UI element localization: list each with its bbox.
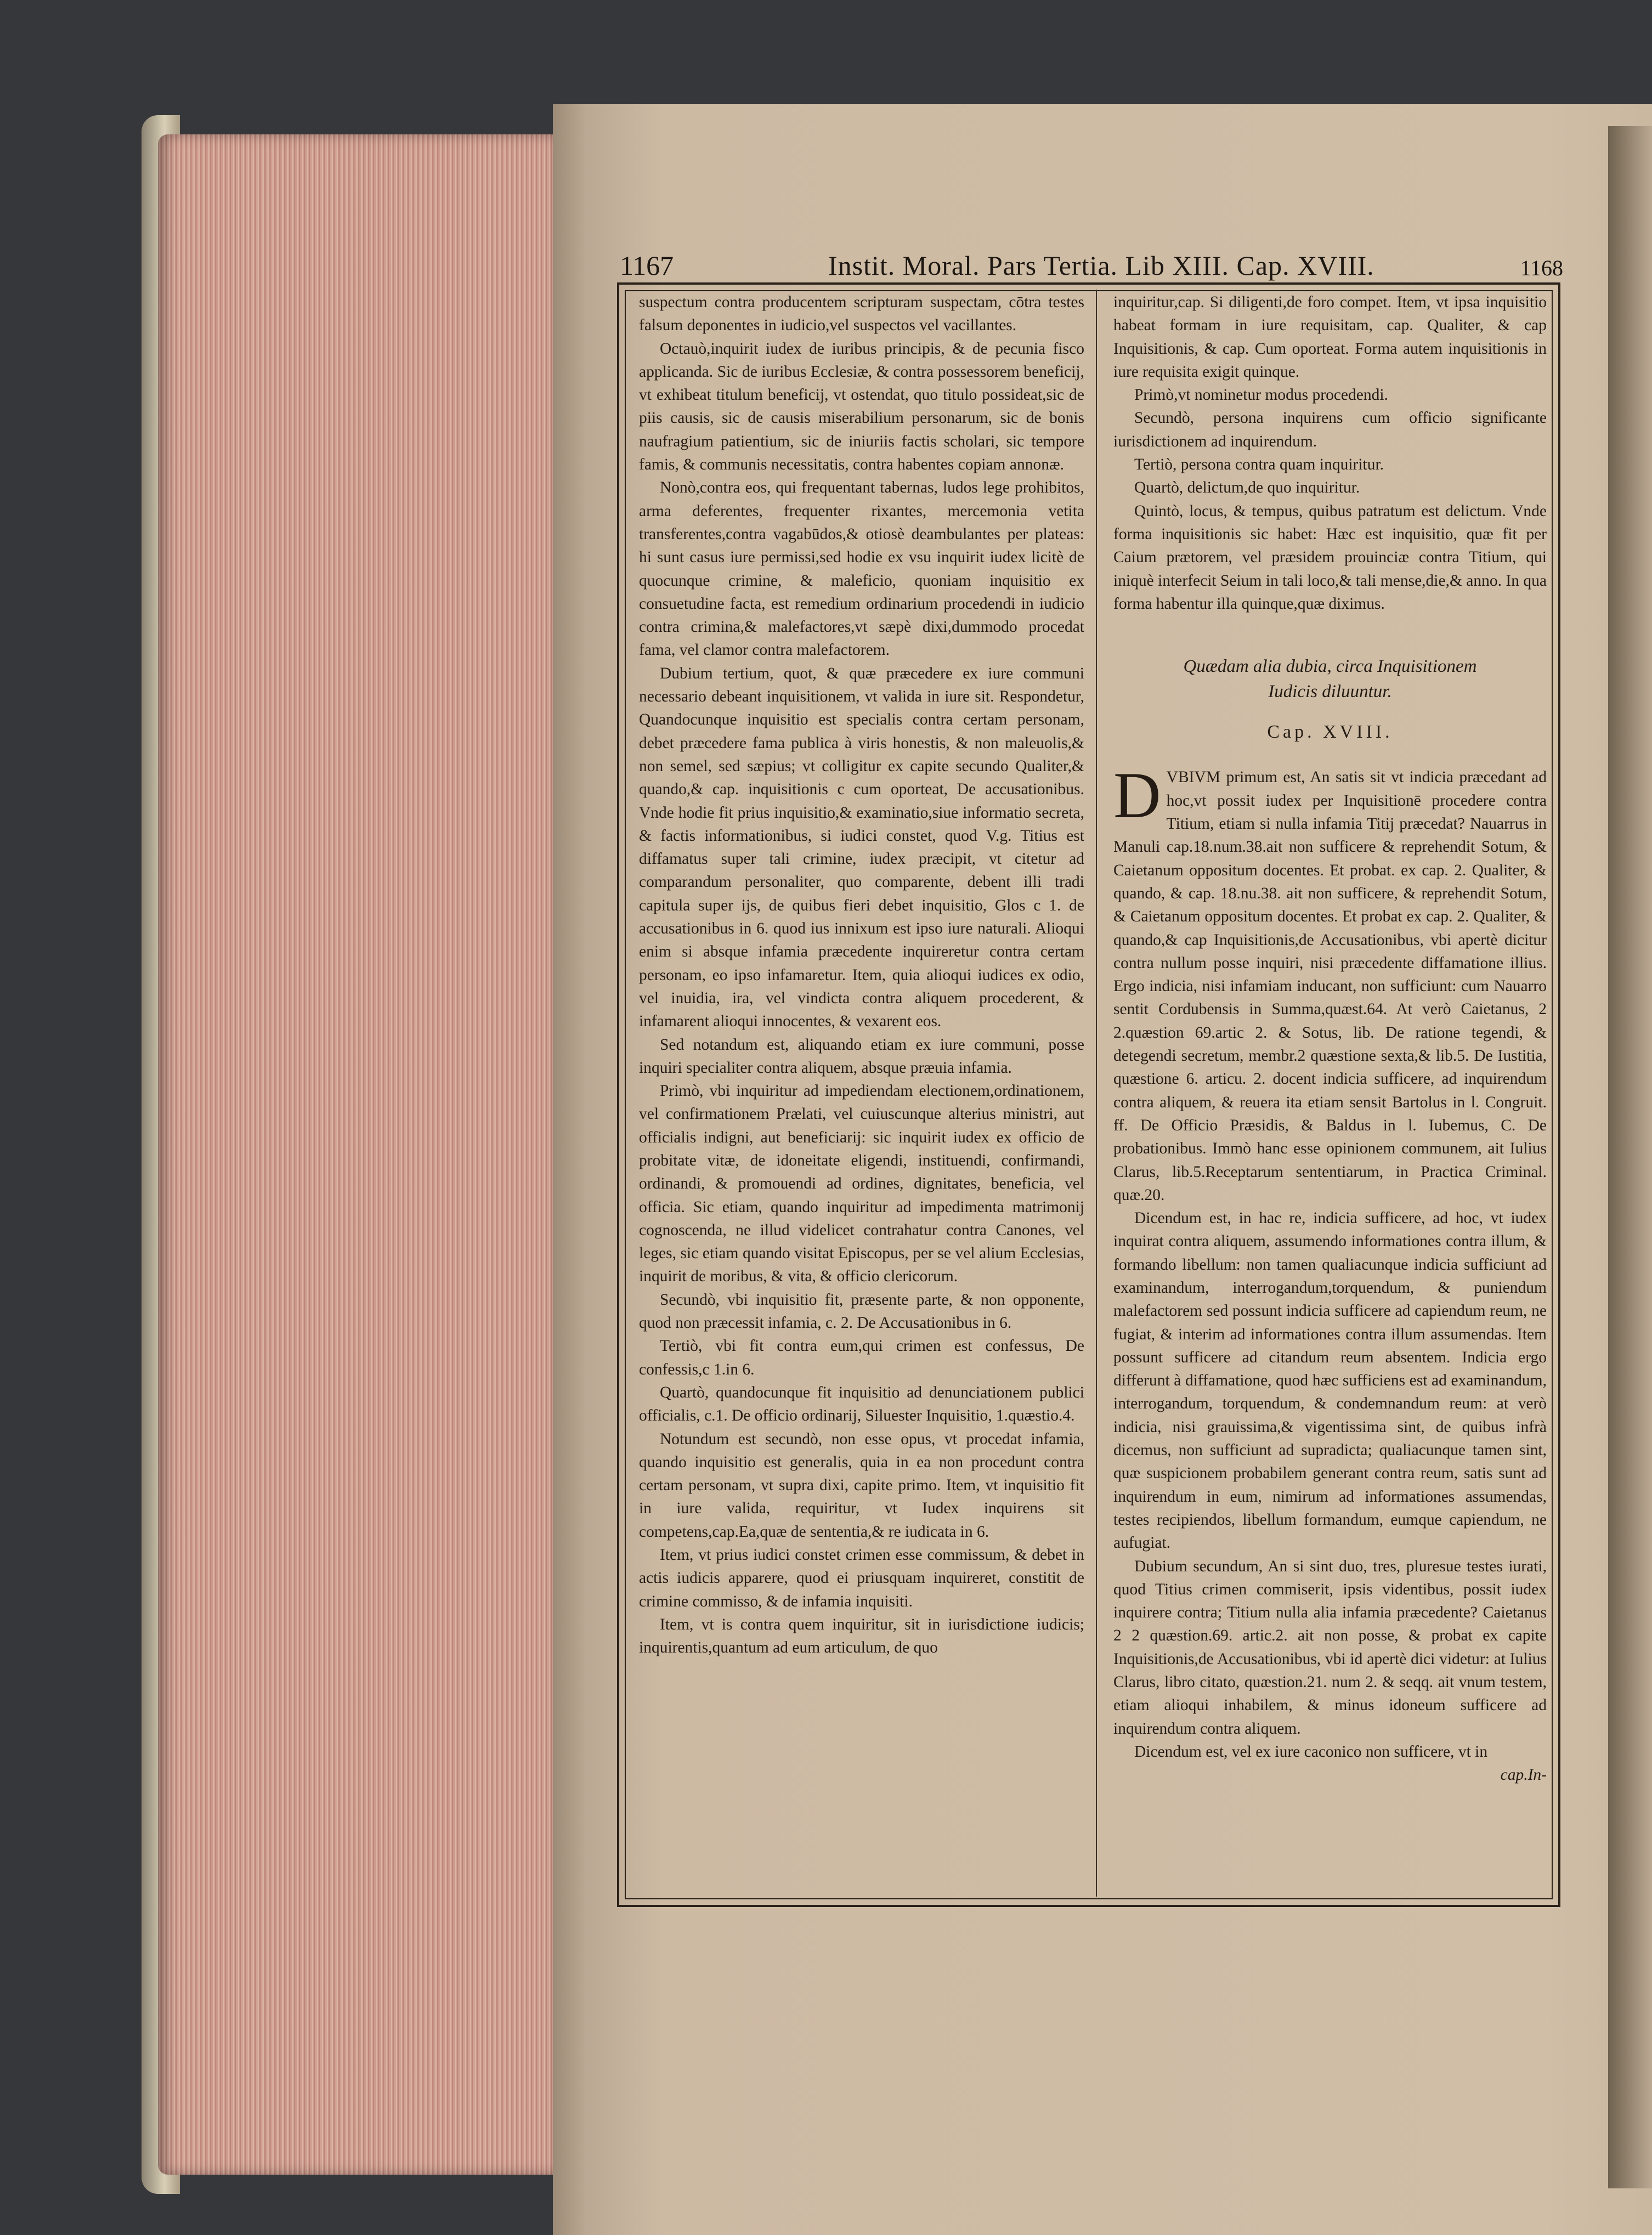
paragraph: Quintò, locus, & tempus, quibus patratum est delictum. Vnde forma inquisitionis sic habet: Hæc est inquisitio, quæ fit per Caium prætorem, vel præsidem prouinciæ contra Titium, qui iniquè interfecit Seium in tali loco,& tali mense,die,& anno. In qua forma habentur illa quinque,quæ diximus. (1113, 502, 1547, 613)
paragraph-with-dropcap (1113, 759, 1547, 1207)
paragraph: Tertiò, persona contra quam inquiritur. (1134, 456, 1384, 474)
paragraph: Primò, vbi inquiritur ad impediendam electionem,ordinationem, vel confirmationem Prælati, vel cuiuscunque alterius ministri, aut officialis indigni, aut beneficiarij: sic inquirit iudex ex officio de probitate vitæ, de idoneitate eligendi, instituendi, confirmandi, ordinandi, & promouendi ad ordines, dignitates, beneficia, vel officia. Sic etiam, quando inquiritur ad impedimenta matrimonij cognoscenda, ne illud videlicet contrahatur contra Canones, vel leges, sic etiam quando visitat Episcopus, per se vel alium Ecclesias, inquirit de moribus, & vita, & officio clericorum. (639, 1082, 1084, 1286)
page-block-fore-edge (158, 134, 553, 2175)
left-column (639, 291, 1084, 1898)
paragraph-text: VBIVM primum est, An satis sit vt indicia præcedant ad hoc,vt possit iudex per Inquisitionē procedere contra Titium, etiam si nulla infamia Titij præcedat? Nauarrus in Manuli cap.18.num.38.ait non sufficere & reprehendit Sotum, & Caietanum oppositum docentes. Et probat. ex cap. 2. Qualiter, & quando, & cap. 18.nu.38. ait non sufficere, & reprehendit Sotum, & Caietanum oppositum docentes. Et probat ex cap. 2. Qualiter, & quando,& cap Inquisitionis,de Accusationibus, vbi apertè dicitur contra nullum posse inquiri, nisi præcedente diffamatione illius. Ergo indicia, nisi infamiam inducant, non sufficiunt: cum Nauarro sentit Cordubensis in Summa,quæst.64. At verò Caietanus, 2 2.quæstion 69.artic 2. & Sotus, lib. De ratione tegendi, & detegendi secretum, membr.2 quæstione sexta,& lib.5. De Iustitia, quæstione 6. articu. 2. docent indicia sufficere, ad inquirendum contra aliquem, & reuera ita etiam sensit Bartolus in l. Congruit. ff. De Officio Præsidis, & Baldus in l. Iubemus, C. De probationibus. Immò hanc esse opinionem communem, ait Iulius Clarus, lib.5.Receptarum sententiarum, in Practica Criminal. quæ.20. (1113, 768, 1547, 1204)
section-title-line: Quædam alia dubia, circa Inquisitionem (1183, 657, 1477, 677)
paragraph: inquiritur,cap. Si diligenti,de foro compet. Item, vt ipsa inquisitio habeat formam in iure requisitam, cap. Qualiter, & cap Inquisitionis, & cap. Cum oportеat. Forma autem inquisitionis in iure requisita exigit quinque. (1113, 293, 1547, 381)
chapter-heading: Cap. XVIII. (1267, 722, 1393, 743)
paragraph: Primò,vt nominetur modus procedendi. (1134, 386, 1388, 404)
paragraph: Notundum est secundò, non esse opus, vt procedat infamia, quando inquisitio est generalis, quia in ea non procedunt contra certam personam, vt supra dixi, capite primo. Item, vt inquisitio fit in iure valida, requiritur, vt Iudex inquirens sit competens,cap.Ea,quæ de sententia,& re iudicata in 6. (639, 1430, 1084, 1541)
running-title: Instit. Moral. Pars Tertia. Lib XIII. Cap. XVIII. (828, 250, 1374, 281)
page-number-left: 1167 (620, 250, 674, 281)
paragraph: Dubium secundum, An si sint duo, tres, pluresue testes iurati, quod Titius crimen commiserit, ipsis videntibus, possit iudex inquirere contra; Titium nulla alia infamia præcedente? Caietanus 2 2 quæstion.69. artic.2. ait non posse, & probat ex capite Inquisitionis,de Accusationibus, vbi id apertè dici videtur: at Iulius Clarus, libro citato, quæstion.21. num 2. & seqq. ait vnum testem, etiam alioqui inhabilem, & minus idoneum sufficere ad inquirendum contra aliquem. (1113, 1557, 1547, 1738)
paragraph: Item, vt prius iudici constet crimen esse commissum, & debet in actis iudicis apparere, quod ei priusquam inquireret, constitit de crimine commisso, & de infamia inquisiti. (639, 1546, 1084, 1610)
paragraph: Octauò,inquirit iudex de iuribus principis, & de pecunia fisco applicanda. Sic de iuribus Ecclesiæ, & contra possessorem beneficij, vt exhibeat titulum beneficij, vt ostendat, quo titulo possideat,sic de piis causis, sic de causis miserabilium personarum, sic de bonis naufragium patientium, sic de iniuriis factis scholari, sic tempore famis, & communis necessitatis, contra habentes copiam annonæ. (639, 340, 1084, 474)
paragraph: Dicendum est, in hac re, indicia sufficere, ad hoc, vt iudex inquirat contra aliquem, assumendo informationes contra illum, & formando libellum: non tamen qualiacunque indicia sufficiunt ad examinandum, interrogandum,torquendum, & puniendum malefactorem sed possunt indicia sufficere ad capiendum reum, ne fugiat, & interim ad informationes contra illum assumendas. Item possunt sufficere ad citandum reum absentem. Indicia ergo differunt à diffamatione, quod hæc sufficiens est ad examinandum, interrogandum, torquendum, & condemnandum reum: at verò indicia, nisi grauissima,& vigentissima sint, de quibus infrà dicemus, non sufficiunt ad supradicta; qualiacunque tamen sint, quæ suspicionem probabilem generant contra reum, satis sunt ad inquirendum in eum, nimirum ad informationes assumendas, testes recipiendos, libellum formandum, eumque capiendum, ne aufugiat. (1113, 1209, 1547, 1552)
paragraph: suspectum contra producentem scripturam suspectam, cōtra testes falsum deponentes in iudicio,vel suspectos vel vacillantes. (639, 293, 1084, 335)
paragraph: Nonò,contra eos, qui frequentant tabernas, ludos lege prohibitos, arma deferentes, frequenter rixantes, mercemonia vetita transferentes,contra vagabūdos,& otiosè deambulantes per plateas: hi sunt casus iure permissi,sed hodie ex vsu inquirit iudex licitè de quocunque crimine, & maleficio, quoniam inquisitio ex consuetudine facta, est remedium ordinarium procedendi in iudicio contra crimina,& malefactores,vt sæpè dixi,dummodo procedat fama, vel clamor contra malefactorem. (639, 479, 1084, 659)
section-title-line: Iudicis diluuntur. (1268, 682, 1392, 702)
paragraph: Tertiò, vbi fit contra eum,qui crimen est confessus, De confessis,c 1.in 6. (639, 1337, 1084, 1378)
page-number-right: 1168 (1520, 256, 1563, 280)
catchword: cap.In- (1500, 1766, 1547, 1784)
right-column (1113, 291, 1547, 1898)
paragraph: Sed notandum est, aliquando etiam ex iure communi, posse inquiri specialiter contra aliquem, absque præuia infamia. (639, 1036, 1084, 1077)
drop-cap: D (1113, 759, 1161, 832)
section-title (1113, 654, 1547, 704)
paragraph: Quartò, quandocunque fit inquisitio ad denunciationem publici officialis, c.1. De officio ordinarij, Siluester Inquisitio, 1.quæstio.4. (639, 1383, 1084, 1425)
paragraph: Dubium tertium, quot, & quæ præcedere ex iure communi necessario debeant inquisitionem, vt valida in iure sit. Respondetur, Quandocunque inquisitio est specialis contra certam personam, debet præcedere fama publica à viris honestis, & non maleuolis,& non semel, sed sæpius; vt colligitur ex capite secundo Qualiter,& quando,& cap. inquisitionis c cum oporteat, De accusationibus. Vnde hodie fit prius inquisitio,& examinatio,siue informatio secreta, & factis informationibus, si iudici constet, quod V.g. Titius est diffamatus super tali crimine, iudex præcipit, vt citetur ad comparandum personaliter, quo comparente, debent illi tradi capitula super ijs, de quibus fieri debet inquisitio, Glos c 1. de accusationibus in 6. quod ius innixum est ipso iure naturali. Alioqui enim si absque infamia præcedente inquireretur contra certam personam, eo ipso infamaretur. Item, quia alioqui iudices ex odio, vel inuidia, ira, vel vindicta contra aliquem procederent, & infamarent alioqui innocentes, & vexarent eos. (639, 664, 1084, 1031)
paragraph: Quartò, delictum,de quo inquiritur. (1134, 479, 1360, 497)
paragraph: Dicendum est, vel ex iure caconico non sufficere, vt in (1134, 1742, 1488, 1761)
running-head (620, 250, 1563, 282)
paragraph: Secundò, vbi inquisitio fit, præsente parte, & non opponente, quod non præcessit infamia, c. 2. De Accusationibus in 6. (639, 1291, 1084, 1332)
column-rule (1096, 290, 1097, 1897)
paragraph: Secundò, persona inquirens cum officio significante iurisdictionem ad inquirendum. (1113, 409, 1547, 450)
facing-page-edge (1608, 126, 1652, 2188)
paragraph: Item, vt is contra quem inquiritur, sit in iurisdictione iudicis; inquirentis,quantum ad eum articulum, de quo (639, 1615, 1084, 1657)
